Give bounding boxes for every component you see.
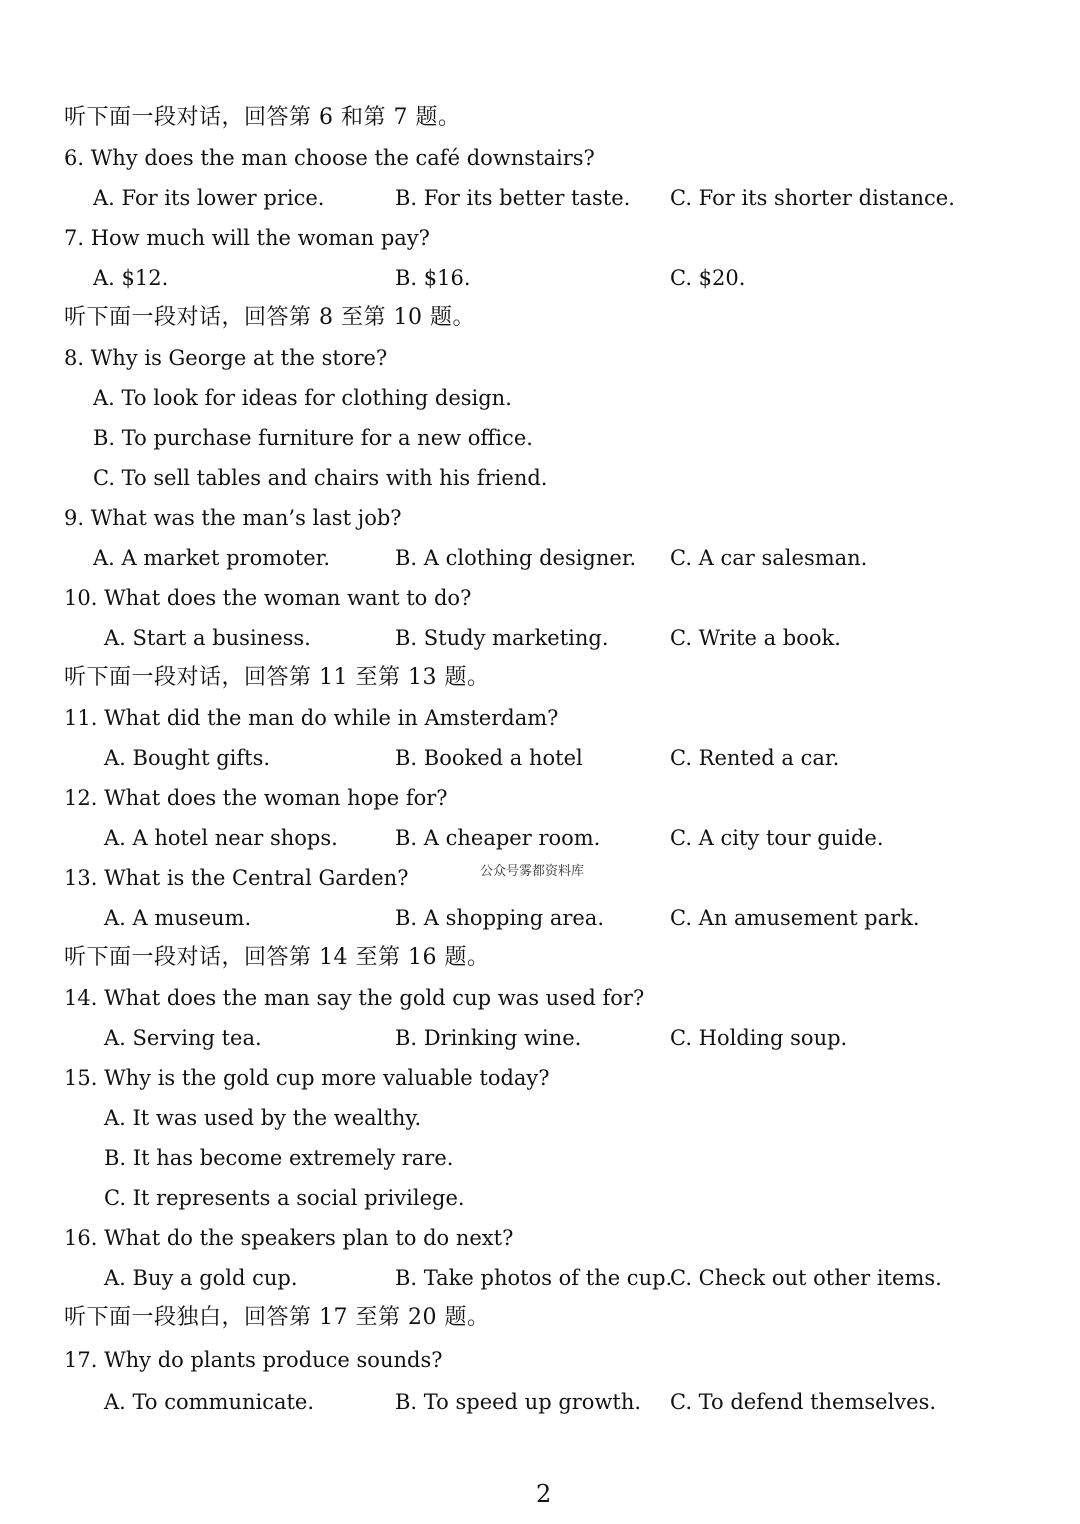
watermark-text: 公众号雾都资料库: [480, 864, 585, 879]
option-b: B. $16.: [395, 266, 471, 290]
question-stem: 15. Why is the gold cup more valuable today?: [64, 1066, 550, 1090]
option-c: C. To defend themselves.: [670, 1390, 937, 1414]
option-a: A. Bought gifts.: [104, 746, 271, 770]
option-a: A. For its lower price.: [93, 186, 325, 210]
option-b: B. To speed up growth.: [395, 1390, 642, 1414]
option-b: B. For its better taste.: [395, 186, 631, 210]
question-stem: 10. What does the woman want to do?: [64, 586, 472, 610]
option-a: A. Buy a gold cup.: [104, 1266, 298, 1290]
option-a: A. To communicate.: [104, 1390, 315, 1414]
option-a: A. It was used by the wealthy.: [104, 1106, 422, 1130]
question-stem: 17. Why do plants produce sounds?: [64, 1348, 443, 1372]
option-c: C. Holding soup.: [670, 1026, 848, 1050]
option-c: C. A car salesman.: [670, 546, 868, 570]
option-c: C. A city tour guide.: [670, 826, 884, 850]
section-heading: 听下面一段对话，回答第 8 至第 10 题。: [64, 305, 475, 330]
option-a: A. $12.: [93, 266, 169, 290]
option-a: A. Start a business.: [104, 626, 311, 650]
option-c: C. To sell tables and chairs with his friend.: [93, 466, 548, 490]
question-stem: 13. What is the Central Garden?: [64, 866, 409, 890]
option-b: B. It has become extremely rare.: [104, 1146, 454, 1170]
section-heading: 听下面一段独白，回答第 17 至第 20 题。: [64, 1305, 490, 1330]
option-a: A. Serving tea.: [104, 1026, 262, 1050]
question-stem: 14. What does the man say the gold cup was used for?: [64, 986, 645, 1010]
option-c: C. An amusement park.: [670, 906, 920, 930]
option-b: B. Take photos of the cup.: [395, 1266, 673, 1290]
option-a: A. A museum.: [104, 906, 252, 930]
section-heading: 听下面一段对话，回答第 14 至第 16 题。: [64, 945, 490, 970]
question-stem: 7. How much will the woman pay?: [64, 226, 430, 250]
option-c: C. For its shorter distance.: [670, 186, 955, 210]
page-number: 2: [536, 1480, 552, 1508]
option-c: C. $20.: [670, 266, 746, 290]
question-stem: 6. Why does the man choose the café downstairs?: [64, 146, 595, 170]
question-stem: 16. What do the speakers plan to do next?: [64, 1226, 514, 1250]
question-stem: 11. What did the man do while in Amsterdam?: [64, 706, 559, 730]
section-heading: 听下面一段对话，回答第 11 至第 13 题。: [64, 665, 490, 690]
option-b: B. Study marketing.: [395, 626, 609, 650]
question-stem: 12. What does the woman hope for?: [64, 786, 448, 810]
option-b: B. A cheaper room.: [395, 826, 601, 850]
option-c: C. Check out other items.: [670, 1266, 942, 1290]
question-stem: 8. Why is George at the store?: [64, 346, 388, 370]
option-b: B. Booked a hotel: [395, 746, 583, 770]
option-b: B. Drinking wine.: [395, 1026, 582, 1050]
option-c: C. Write a book.: [670, 626, 841, 650]
section-heading: 听下面一段对话，回答第 6 和第 7 题。: [64, 105, 461, 130]
option-c: C. It represents a social privilege.: [104, 1186, 465, 1210]
option-c: C. Rented a car.: [670, 746, 840, 770]
option-a: A. A hotel near shops.: [104, 826, 338, 850]
question-stem: 9. What was the man’s last job?: [64, 506, 402, 530]
option-b: B. To purchase furniture for a new office.: [93, 426, 533, 450]
option-a: A. A market promoter.: [93, 546, 331, 570]
option-b: B. A clothing designer.: [395, 546, 637, 570]
option-b: B. A shopping area.: [395, 906, 604, 930]
option-a: A. To look for ideas for clothing design.: [93, 386, 512, 410]
